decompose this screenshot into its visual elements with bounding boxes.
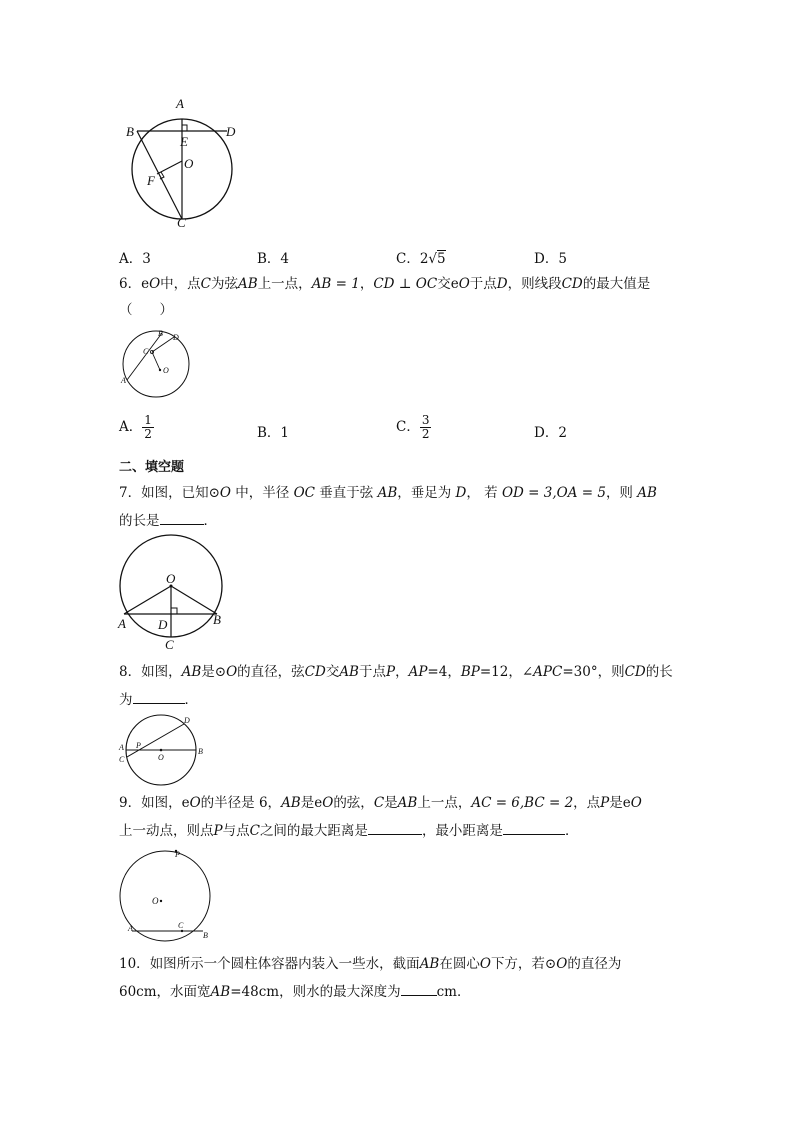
var-c: C <box>249 823 260 839</box>
text: 上一动点，则点 <box>119 823 214 839</box>
text: ，垂足为 <box>397 485 456 501</box>
var-ab: AB <box>210 984 231 1000</box>
q5-option-c-prefix: C．2 <box>396 251 429 267</box>
q8-label-b: B <box>198 747 203 756</box>
q5-label-o: O <box>184 156 194 171</box>
q5-figure <box>120 92 250 232</box>
text: 的半径是 6， <box>200 795 282 811</box>
condition-ab: AB = 1 <box>311 276 360 292</box>
q6-label-c: C <box>143 347 149 356</box>
q7-label-o: O <box>166 571 176 586</box>
answer-blank[interactable] <box>160 510 204 525</box>
q6-point-o <box>159 369 161 371</box>
q8-text <box>119 662 673 682</box>
var-o: O <box>219 485 231 501</box>
q9-label-p: P <box>175 850 180 859</box>
q8-figure <box>116 712 211 787</box>
text: ，则 <box>605 485 638 501</box>
q5-segment-of <box>157 161 182 174</box>
text: 交 <box>437 276 451 292</box>
var-ap: AP <box>408 664 428 680</box>
text: 的最大值是 <box>582 276 651 292</box>
text: 的长是 <box>119 513 160 529</box>
var-d: D <box>496 276 508 292</box>
var-p: P <box>385 664 396 680</box>
text: ，点 <box>573 795 601 811</box>
q6-text <box>119 274 650 294</box>
q8-label-a: A <box>119 743 124 752</box>
q9-circle <box>120 851 210 941</box>
q6-label-d: D <box>173 333 179 342</box>
q7-text <box>119 483 657 503</box>
circle-symbol: e <box>450 276 459 292</box>
text: 于点 <box>469 276 497 292</box>
q7-figure <box>112 534 232 654</box>
var-o: O <box>322 795 334 811</box>
numerator: 3 <box>421 413 430 427</box>
text: 之间的最大距离是 <box>259 823 368 839</box>
q9-label-b: B <box>203 931 208 940</box>
q9-text <box>119 793 642 813</box>
text: ． <box>203 513 217 529</box>
q8-label-c: C <box>119 755 125 764</box>
denominator: 2 <box>144 427 152 441</box>
q8-center-dot <box>160 749 163 752</box>
var-c: C <box>373 795 385 811</box>
var-cd: CD <box>304 664 326 680</box>
q10-text <box>119 954 621 974</box>
numerator: 1 <box>144 413 152 427</box>
text: 与点 <box>222 823 250 839</box>
text: 如图，已知⊙ <box>141 485 220 501</box>
q7-number: 7． <box>119 485 142 501</box>
q6-option-a <box>119 414 154 441</box>
q7-text-line2 <box>119 510 217 531</box>
text: ，最小距离是 <box>421 823 503 839</box>
q6-number: 6． <box>119 276 142 292</box>
condition-ac-bc: AC = 6,BC = 2 <box>471 795 574 811</box>
q9-number: 9． <box>119 795 142 811</box>
text: 上一点， <box>417 795 472 811</box>
text: 中，半径 <box>230 485 294 501</box>
text: 为弦 <box>211 276 239 292</box>
q6-label-a: A <box>121 376 126 385</box>
text: 如图所示一个圆柱体容器内装入一些水，截面 <box>149 956 420 972</box>
text: =12，∠ <box>479 664 534 680</box>
q6-segment-cd <box>152 337 174 352</box>
circle-symbol: e <box>314 795 323 811</box>
text: 如图， <box>141 795 182 811</box>
denominator: 2 <box>421 427 430 441</box>
q7-radius-oa <box>124 586 171 614</box>
answer-blank-min[interactable] <box>503 820 565 835</box>
answer-blank-max[interactable] <box>368 820 422 835</box>
q7-right-angle-d <box>171 608 177 614</box>
var-cd: CD <box>624 664 646 680</box>
text: 60cm，水面宽 <box>119 984 211 1000</box>
var-o: O <box>458 276 470 292</box>
text: 垂直于弦 <box>314 485 378 501</box>
q5-label-e: E <box>180 134 188 149</box>
var-ab: AB <box>637 485 657 501</box>
sqrt-radicand: 5 <box>437 251 446 267</box>
option-letter: A． <box>119 419 143 435</box>
var-d: D <box>455 485 467 501</box>
condition-cd-perp-oc: CD ⊥ OC <box>373 276 438 292</box>
text: ，则线段 <box>507 276 562 292</box>
answer-blank[interactable] <box>133 689 185 704</box>
text: 是 <box>300 795 315 811</box>
text: 是 <box>609 795 623 811</box>
text: ， <box>395 664 409 680</box>
var-apc: APC <box>533 664 563 680</box>
q8-number: 8． <box>119 664 142 680</box>
q7-label-a: A <box>118 616 126 631</box>
q9-figure <box>112 846 222 946</box>
q6-figure <box>118 328 198 403</box>
var-cd: CD <box>561 276 583 292</box>
var-ab: AB <box>181 664 202 680</box>
text: 的长 <box>645 664 673 680</box>
var-o: O <box>149 276 161 292</box>
var-o: O <box>226 664 238 680</box>
var-o: O <box>479 956 491 972</box>
text: 是⊙ <box>201 664 227 680</box>
text: =30°，则 <box>562 664 625 680</box>
var-ab: AB <box>238 276 258 292</box>
q5-label-c: C <box>177 215 186 230</box>
q6-option-b: B．1 <box>257 425 290 441</box>
text: 下方，若⊙ <box>490 956 557 972</box>
q10-text-line2 <box>119 981 470 1002</box>
answer-blank[interactable] <box>401 981 437 996</box>
circle-symbol: e <box>141 276 150 292</box>
fraction <box>420 414 432 441</box>
text: 在圆心 <box>439 956 480 972</box>
text: 上一点， <box>257 276 312 292</box>
var-ab: AB <box>377 485 398 501</box>
q8-text-line2 <box>119 689 198 710</box>
q6-segment-oc <box>152 352 160 370</box>
q5-label-d: D <box>226 124 236 139</box>
q9-label-c: C <box>178 921 184 930</box>
text: 于点 <box>358 664 386 680</box>
var-p: P <box>213 823 223 839</box>
var-bp: BP <box>460 664 480 680</box>
q6-label-o: O <box>163 366 169 375</box>
q5-option-b: B．4 <box>257 251 290 267</box>
var-o: O <box>630 795 642 811</box>
q6-label-b: B <box>158 329 163 338</box>
var-ab: AB <box>419 956 440 972</box>
var-ab: AB <box>397 795 418 811</box>
q6-option-c <box>396 414 431 441</box>
var-ab: AB <box>281 795 301 811</box>
q5-option-a: A．3 <box>119 251 151 267</box>
q9-point-c <box>181 930 183 932</box>
text: =4， <box>427 664 461 680</box>
q7-label-c: C <box>165 637 174 652</box>
var-o: O <box>189 795 201 811</box>
q10-number: 10． <box>119 956 150 972</box>
q9-center-dot <box>160 900 162 902</box>
q8-label-d: D <box>184 716 190 725</box>
condition-od-oa: OD = 3,OA = 5 <box>501 485 606 501</box>
q6-paren: （ ） <box>119 302 173 318</box>
circle-symbol: e <box>181 795 190 811</box>
q5-label-b: B <box>126 124 134 139</box>
q5-label-f: F <box>147 173 155 188</box>
q5-label-a: A <box>176 96 184 111</box>
text: ． <box>564 823 579 839</box>
q6-option-d: D．2 <box>534 425 567 441</box>
q5-option-c <box>396 247 446 267</box>
var-p: P <box>600 795 610 811</box>
q9-label-a: A <box>128 924 133 933</box>
q9-text-line2 <box>119 820 578 841</box>
option-letter: C． <box>396 419 420 435</box>
q8-label-o: O <box>158 753 164 762</box>
section-heading-fill-in: 二、填空题 <box>119 460 185 475</box>
text: ， 若 <box>466 485 502 501</box>
q8-label-p: P <box>136 741 141 750</box>
q6-chord-ab <box>127 333 162 380</box>
text: 的直径，弦 <box>237 664 305 680</box>
text: =48cm，则水的最大深度为 <box>230 984 401 1000</box>
text: ． <box>184 692 198 708</box>
q7-label-d: D <box>158 617 168 632</box>
text: 为 <box>119 692 133 708</box>
var-oc: OC <box>293 485 315 501</box>
text: ， <box>359 276 374 292</box>
text: 交 <box>325 664 340 680</box>
text: cm． <box>436 984 471 1000</box>
var-o: O <box>556 956 568 972</box>
q9-label-o: O <box>152 896 159 906</box>
q5-option-d: D．5 <box>534 251 567 267</box>
q7-label-b: B <box>213 612 221 627</box>
q5-chord-bc <box>137 131 182 219</box>
var-c: C <box>200 276 212 292</box>
text: 的直径为 <box>567 956 622 972</box>
q5-right-angle-e <box>182 125 187 131</box>
text: 的弦， <box>333 795 374 811</box>
text: 中，点 <box>160 276 201 292</box>
var-ab: AB <box>339 664 359 680</box>
q7-radius-ob <box>171 586 217 614</box>
fraction <box>142 414 154 441</box>
text: 是 <box>384 795 398 811</box>
text: 如图， <box>141 664 182 680</box>
circle-symbol: e <box>622 795 631 811</box>
sqrt-sign: √5 <box>428 251 446 267</box>
